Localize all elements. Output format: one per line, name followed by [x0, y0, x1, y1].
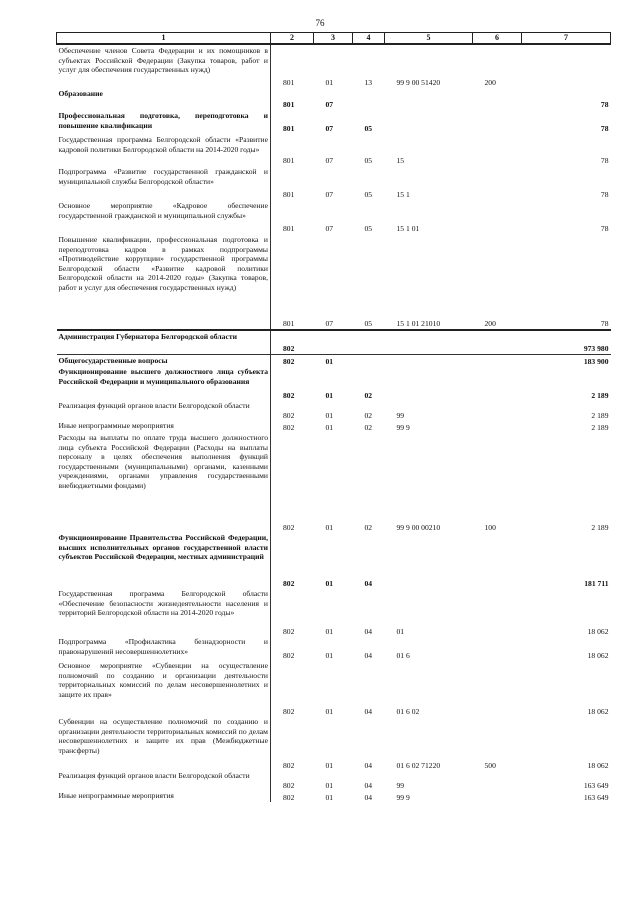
- row-section-code: 07: [325, 319, 334, 329]
- row-target-article-code: 15 1 01: [396, 224, 420, 234]
- row-section-code: 01: [325, 626, 334, 636]
- row-name: Расходы на выплаты по оплате труда высшего должностного лица субъекта Российской Федерации (Расходы на выплаты персоналу в целях обеспечения выполнения функций государственными (муниципальными) органами, казенными учреждениями, органами управления государственными внебюджетными фондами): [57, 432, 271, 532]
- row-target-article-code: [385, 532, 473, 588]
- row-section-code: 07: [325, 124, 334, 134]
- header-col-1: 1: [57, 33, 271, 45]
- table-row: [57, 134, 611, 166]
- row-grbs-code: 802: [283, 650, 295, 660]
- row-section-code: 01: [325, 410, 334, 420]
- row-grbs-code: 802: [283, 522, 295, 532]
- table-row: [57, 330, 611, 354]
- row-section-code: 07: [325, 156, 334, 166]
- row-subsection-code: [353, 88, 385, 110]
- row-amount: 18 062: [587, 760, 609, 770]
- row-grbs-code: 802: [283, 578, 295, 588]
- row-expense-type-code: [473, 110, 522, 134]
- row-grbs-code: 802: [271, 330, 314, 354]
- row-subsection-code: 04: [364, 626, 373, 636]
- row-expense-type-code: 500: [484, 760, 496, 770]
- table-row: [57, 660, 611, 716]
- header-col-7: 7: [522, 33, 611, 45]
- row-section-code: 01: [325, 422, 334, 432]
- row-name: Основное мероприятие «Кадровое обеспечение государственной гражданской и муниципальной службы»: [57, 200, 271, 234]
- row-subsection-code: 05: [364, 319, 373, 329]
- table-row: [57, 400, 611, 420]
- table-row: [57, 716, 611, 770]
- table-row: [57, 432, 611, 532]
- row-name: Профессиональная подготовка, переподготовка и повышение квалификации: [57, 110, 271, 134]
- row-grbs-code: 802: [283, 780, 295, 790]
- row-section-code: 01: [325, 760, 334, 770]
- row-subsection-code: 04: [364, 780, 373, 790]
- row-amount: 18 062: [587, 626, 609, 636]
- table-header-row: [57, 33, 611, 45]
- row-name: Функционирование высшего должностного лица субъекта Российской Федерации и муниципального образования: [57, 366, 271, 400]
- row-subsection-code: 02: [364, 422, 373, 432]
- table-row: [57, 200, 611, 234]
- row-subsection-code: 04: [364, 706, 373, 716]
- row-target-article-code: 01: [396, 626, 405, 636]
- table-row: [57, 790, 611, 802]
- row-subsection-code: 04: [364, 792, 373, 802]
- row-name: Функционирование Правительства Российской Федерации, высших исполнительных органов государственной власти субъектов Российской Федерации, местных администраций: [57, 532, 271, 588]
- budget-table: [56, 32, 611, 802]
- row-section-code: 07: [325, 100, 334, 110]
- row-section-code: 01: [325, 780, 334, 790]
- row-amount: [522, 44, 611, 88]
- row-expense-type-code: [473, 366, 522, 400]
- row-grbs-code: 801: [283, 224, 295, 234]
- row-grbs-code: 801: [283, 319, 295, 329]
- row-grbs-code: 801: [283, 100, 295, 110]
- row-target-article-code: [385, 366, 473, 400]
- row-target-article-code: 99 9: [396, 792, 410, 802]
- row-section-code: 07: [325, 224, 334, 234]
- row-section-code: 01: [325, 522, 334, 532]
- row-subsection-code: 05: [364, 124, 373, 134]
- row-grbs-code: 802: [283, 390, 295, 400]
- row-subsection-code: 13: [364, 78, 373, 88]
- row-amount: 18 062: [587, 706, 609, 716]
- row-expense-type-code: [473, 330, 522, 354]
- page-number: 76: [315, 18, 325, 28]
- row-target-article-code: 99 9 00 51420: [396, 78, 441, 88]
- row-expense-type-code: [473, 636, 522, 660]
- row-expense-type-code: [473, 532, 522, 588]
- row-grbs-code: 801: [283, 156, 295, 166]
- row-target-article-code: 01 6: [396, 650, 410, 660]
- row-expense-type-code: [473, 88, 522, 110]
- row-amount: 78: [600, 124, 609, 134]
- row-grbs-code: 802: [283, 410, 295, 420]
- row-section-code: [314, 330, 353, 354]
- row-amount: 2 189: [591, 410, 609, 420]
- table-row: [57, 166, 611, 200]
- row-amount: 78: [600, 224, 609, 234]
- row-subsection-code: 04: [364, 760, 373, 770]
- row-target-article-code: 01 6 02 71220: [396, 760, 441, 770]
- row-target-article-code: 15 1: [396, 190, 410, 200]
- row-name: Реализация функций органов власти Белгородской области: [57, 400, 271, 420]
- table-row: [57, 110, 611, 134]
- row-section-code: 01: [325, 78, 334, 88]
- row-amount: 18 062: [587, 650, 609, 660]
- row-subsection-code: 05: [364, 224, 373, 234]
- row-name: Реализация функций органов власти Белгородской области: [57, 770, 271, 790]
- row-grbs-code: 802: [283, 792, 295, 802]
- row-grbs-code: 801: [283, 78, 295, 88]
- row-expense-type-code: [473, 660, 522, 716]
- row-amount: 183 900: [522, 354, 611, 366]
- row-subsection-code: 02: [364, 410, 373, 420]
- row-amount: 78: [600, 156, 609, 166]
- row-subsection-code: 05: [364, 190, 373, 200]
- table-row: [57, 88, 611, 110]
- table-row: [57, 420, 611, 432]
- row-target-article-code: [385, 88, 473, 110]
- row-expense-type-code: [473, 200, 522, 234]
- row-subsection-code: [353, 330, 385, 354]
- row-name: Иные непрограммные мероприятия: [57, 420, 271, 432]
- row-name: Подпрограмма «Развитие государственной гражданской и муниципальной службы Белгородской области»: [57, 166, 271, 200]
- row-name: Иные непрограммные мероприятия: [57, 790, 271, 802]
- row-section-code: 07: [325, 190, 334, 200]
- row-target-article-code: 99: [396, 410, 405, 420]
- row-grbs-code: 802: [283, 626, 295, 636]
- row-name: Государственная программа Белгородской области «Развитие кадровой политики Белгородской области на 2014-2020 годы»: [57, 134, 271, 166]
- row-amount: 78: [600, 319, 609, 329]
- row-name: Подпрограмма «Профилактика безнадзорности и правонарушений несовершеннолетних»: [57, 636, 271, 660]
- row-subsection-code: 04: [364, 578, 373, 588]
- row-amount: 163 649: [583, 792, 609, 802]
- row-amount: 973 980: [522, 330, 611, 354]
- header-col-6: 6: [473, 33, 522, 45]
- row-target-article-code: 99 9 00 00210: [396, 522, 441, 532]
- row-target-article-code: [385, 354, 473, 366]
- row-expense-type-code: [473, 166, 522, 200]
- row-target-article-code: 15 1 01 21010: [396, 319, 441, 329]
- header-col-4: 4: [353, 33, 385, 45]
- table-row: [57, 532, 611, 588]
- row-target-article-code: [385, 110, 473, 134]
- row-expense-type-code: 200: [484, 78, 496, 88]
- row-amount: 78: [600, 100, 609, 110]
- row-subsection-code: 04: [364, 650, 373, 660]
- row-target-article-code: 01 6 02: [396, 706, 420, 716]
- row-grbs-code: 802: [283, 706, 295, 716]
- row-amount: 181 711: [584, 578, 609, 588]
- row-name: Государственная программа Белгородской области «Обеспечение безопасности жизнедеятельности населения и территорий Белгородской области на 2014-2020 годы»: [57, 588, 271, 636]
- row-expense-type-code: [473, 588, 522, 636]
- row-name: Субвенции на осуществление полномочий по созданию и организации деятельности территориальных комиссий по делам несовершеннолетних и защите их прав (Межбюджетные трансферты): [57, 716, 271, 770]
- row-expense-type-code: [473, 770, 522, 790]
- row-amount: 2 189: [591, 390, 609, 400]
- row-amount: 163 649: [583, 780, 609, 790]
- table-row: [57, 588, 611, 636]
- row-expense-type-code: 200: [484, 319, 496, 329]
- table-row: [57, 354, 611, 366]
- header-col-3: 3: [314, 33, 353, 45]
- row-amount: 2 189: [591, 422, 609, 432]
- row-amount: 2 189: [591, 522, 609, 532]
- row-section-code: 01: [325, 578, 334, 588]
- header-col-2: 2: [271, 33, 314, 45]
- row-expense-type-code: [473, 400, 522, 420]
- row-name: Образование: [57, 88, 271, 110]
- row-expense-type-code: [473, 420, 522, 432]
- row-grbs-code: 802: [271, 354, 314, 366]
- row-name: Основное мероприятие «Субвенции на осуществление полномочий по созданию и организации деятельности территориальных комиссий по делам несовершеннолетних и защите их прав»: [57, 660, 271, 716]
- row-expense-type-code: [473, 790, 522, 802]
- row-grbs-code: 802: [283, 422, 295, 432]
- row-subsection-code: 05: [364, 156, 373, 166]
- row-grbs-code: 801: [283, 190, 295, 200]
- row-grbs-code: 802: [283, 760, 295, 770]
- row-section-code: 01: [325, 706, 334, 716]
- row-section-code: 01: [325, 390, 334, 400]
- row-expense-type-code: [473, 354, 522, 366]
- row-expense-type-code: 100: [484, 522, 496, 532]
- row-grbs-code: 801: [283, 124, 295, 134]
- row-subsection-code: 02: [364, 522, 373, 532]
- table-row: [57, 44, 611, 88]
- row-expense-type-code: [473, 134, 522, 166]
- table-row: [57, 636, 611, 660]
- row-target-article-code: 99: [396, 780, 405, 790]
- table-row: [57, 234, 611, 330]
- row-section-code: 01: [325, 792, 334, 802]
- row-target-article-code: [385, 330, 473, 354]
- row-subsection-code: 02: [364, 390, 373, 400]
- row-name: Повышение квалификации, профессиональная подготовка и переподготовка кадров в рамках подпрограммы «Противодействие коррупции» государственной программы Белгородской области «Развитие кадровой политики Белгородской области на 2014-2020 годы» (Закупка товаров, работ и услуг для обеспечения государственных нужд): [57, 234, 271, 330]
- row-section-code: 01: [325, 650, 334, 660]
- row-amount: 78: [600, 190, 609, 200]
- row-name: Администрация Губернатора Белгородской области: [57, 330, 271, 354]
- row-target-article-code: 99 9: [396, 422, 410, 432]
- table-row: [57, 770, 611, 790]
- row-section-code: 01: [314, 354, 353, 366]
- row-name: Обеспечение членов Совета Федерации и их помощников в субъектах Российской Федерации (Закупка товаров, работ и услуг для обеспечения государственных нужд): [57, 44, 271, 88]
- row-name: Общегосударственные вопросы: [57, 354, 271, 366]
- header-col-5: 5: [385, 33, 473, 45]
- row-subsection-code: [353, 354, 385, 366]
- row-target-article-code: 15: [396, 156, 405, 166]
- table-row: [57, 366, 611, 400]
